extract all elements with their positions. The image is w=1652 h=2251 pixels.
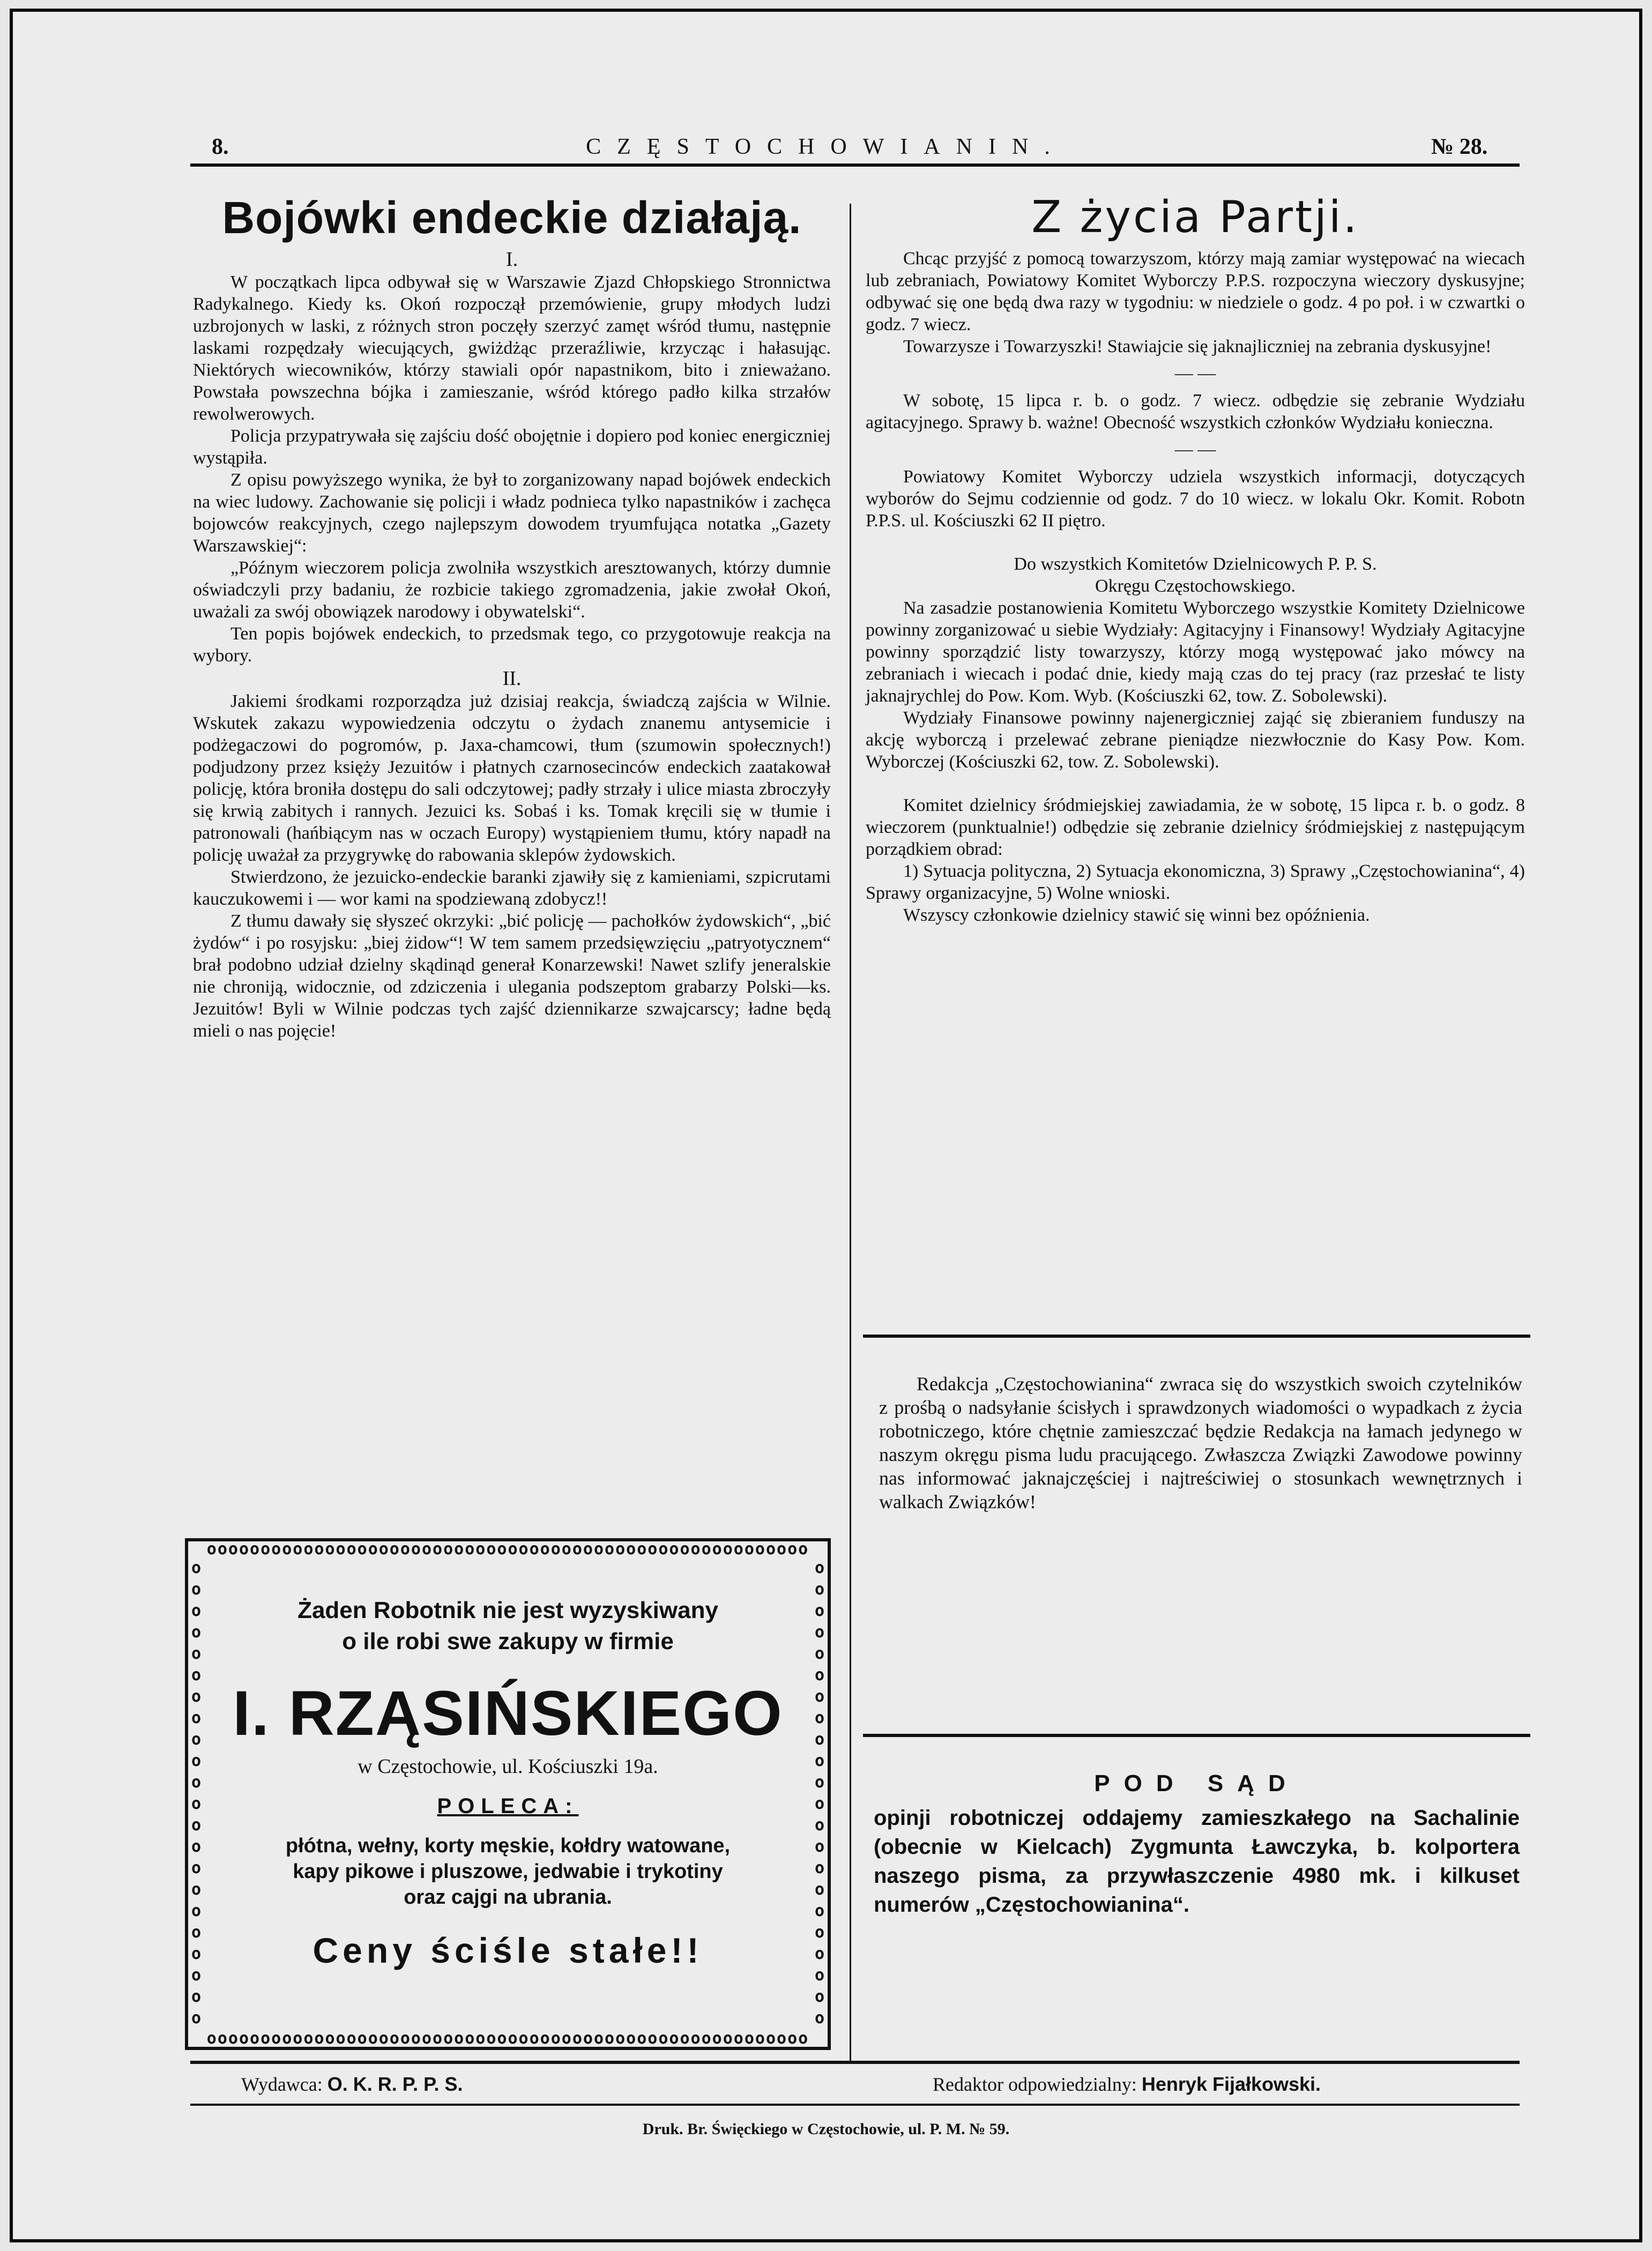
- footer-rule: [190, 2061, 1520, 2064]
- editorial-appeal: [879, 1372, 1522, 1514]
- notice-paragraph: Komitet dzielnicy śródmiejskiej zawiadamia, że w sobotę, 15 lipca r. b. o godz. 8 wieczorem (punktualnie!) odbędzie się zebranie dzielnicy śródmiejskiej z następującym porządkiem obrad:: [866, 795, 1525, 859]
- footer-rule-2: [190, 2104, 1520, 2106]
- notice-heading: Do wszystkich Komitetów Dzielnicowych P. P. S.: [1014, 554, 1377, 574]
- publisher-label: Wydawca:: [241, 2074, 323, 2095]
- notice-paragraph: Powiatowy Komitet Wyborczy udziela wszystkich informacji, dotyczących wyborów do Sejmu codziennie od godz. 7 do 10 wiecz. w lokalu Okr. Komit. Robotn P.P.S. ul. Kościuszki 62 II piętro.: [866, 467, 1525, 531]
- notice-heading: Okręgu Częstochowskiego.: [1095, 576, 1296, 596]
- ad-line-2: o ile robi swe zakupy w firmie: [342, 1628, 674, 1654]
- court-heading: POD SĄD: [1094, 1770, 1299, 1797]
- right-column: [866, 188, 1525, 926]
- separator: — —: [1174, 363, 1216, 383]
- party-section-title: Z życia Partji.: [1031, 192, 1359, 243]
- ad-poleca: POLECA:: [437, 1794, 579, 1818]
- section-marker-1: I.: [505, 248, 518, 271]
- appeal-rule: [863, 1335, 1530, 1338]
- issue-number: № 28.: [1431, 135, 1488, 159]
- ad-goods-1: płótna, wełny, korty męskie, kołdry watowane,: [285, 1835, 731, 1857]
- appeal-text: Redakcja „Częstochowianina“ zwraca się do wszystkich swoich czytelników z prośbą o nadsyłanie ścisłych i sprawdzonych wiadomości o wypadkach z życia robotniczego, które chętnie zamieszczać będzie Redakcja na łamach jedynego w naszym okręgu pisma ludu pracującego. Zwłaszcza Związki Zawodowe powinny nas informować jaknajczęściej i najtreściwiej o stosunkach wewnętrznych i walkach Związków!: [879, 1373, 1522, 1512]
- printer-line: Druk. Br. Święckiego w Częstochowie, ul. P. M. № 59.: [642, 2120, 1010, 2138]
- page-number: 8.: [212, 135, 229, 159]
- editor-line: [933, 2073, 1321, 2096]
- ad-goods-3: oraz cajgi na ubrania.: [404, 1886, 612, 1909]
- notice-paragraph: Towarzysze i Towarzyszki! Stawiajcie się jaknajliczniej na zebrania dyskusyjne!: [903, 337, 1492, 356]
- notice-agenda: 1) Sytuacja polityczna, 2) Sytuacja ekonomiczna, 3) Sprawy „Częstochowianina“, 4) Sprawy organizacyjne, 5) Wolne wnioski.: [866, 861, 1525, 903]
- ad-border-top: oooooooooooooooooooooooooooooooooooooooooooooooooooooooo: [206, 1541, 809, 1557]
- article-paragraph: Ten popis bojówek endeckich, to przedsmak tego, co przygotowuje reakcja na wybory.: [193, 624, 831, 666]
- article-paragraph: Z tłumu dawały się słyszeć okrzyki: „bić policję — pachołków żydowskich“, „bić żydów“ i po rosyjsku: „biej żidow“! W tem samem przedsięwzięciu „patryotycznem“ brał podobno udział dzielny skądinąd generał Konarzewski! Nawet szlify jeneralskie nie chroniją, widocznie, od zdziczenia i ulegania podszeptom grabarzy Polski—ks. Jezuitów! Byli w Wilnie podczas tych zajść dziennikarze szwajcarscy; ładne będą mieli o nas pojęcie!: [193, 911, 831, 1041]
- left-article: [193, 188, 831, 1042]
- publisher-line: [241, 2073, 463, 2096]
- header-rule: [190, 163, 1520, 167]
- ad-line-1: Żaden Robotnik nie jest wyzyskiwany: [297, 1597, 718, 1623]
- article-paragraph: „Późnym wieczorem policja zwolniła wszystkich aresztowanych, którzy dumnie oświadczyli przy badaniu, że rozbicie takiego zgromadzenia, jakie zwołał Okoń, uważali za swój obowiązek narodowy i obywatelski“.: [193, 558, 831, 622]
- separator: — —: [1174, 439, 1216, 459]
- ad-prices: Ceny ściśle stałe!!: [312, 1931, 703, 1970]
- notice-paragraph: Chcąc przyjść z pomocą towarzyszom, którzy mają zamiar występować na wiecach lub zebraniach, Powiatowy Komitet Wyborczy P.P.S. rozpoczyna wieczory dyskusyjne; odbywać się one będą dwa razy w tygodniu: w niedziele o godz. 4 po poł. i w czwartki o godz. 7 wiecz.: [866, 249, 1525, 334]
- court-notice: [863, 1734, 1530, 2034]
- editor-name: Henryk Fijałkowski.: [1141, 2073, 1321, 2095]
- article-paragraph: Z opisu powyższego wynika, że był to zorganizowany napad bojówek endeckich na wiec ludowy. Zachowanie się policji i władz podnieca tylko napastników i zachęca bojowców reakcyjnych, czego najlepszym dowodem tryumfująca notatka „Gazety Warszawskiej“:: [193, 470, 831, 556]
- article-paragraph: Stwierdzono, że jezuicko-endeckie baranki zjawiły się z kamieniami, szpicrutami kauczukowemi i — wor kami na spodziewaną zdobycz!!: [193, 867, 831, 909]
- ad-border-bottom: oooooooooooooooooooooooooooooooooooooooooooooooooooooooo: [206, 2031, 809, 2047]
- ad-border-right: o o o o o o o o o o o o o o o o o o o o o o: [814, 1559, 825, 2028]
- article-paragraph: Jakiemi środkami rozporządza już dzisiaj reakcja, świadczą zajścia w Wilnie. Wskutek zakazu wypowiedzenia odczytu o żydach znanemu antysemicie i podżegaczowi do pogromów, p. Jaxa-chamcowi, tłum (szumowin społecznych!) podjudzony przez księży Jezuitów i płatnych czarnosecinców endeckich zaatakował policję, która broniła dostępu do sali odczytowej; padły strzały i ulice miasta zbroczyły się krwią zabitych i rannych. Jezuici ks. Sobaś i ks. Tomak kręcili się w tłumie i patronowali (hańbiącym nas w oczach Europy) wystąpieniem tłumu, który napadł na policję uważał za przygrywkę do rabowania sklepów żydowskich.: [193, 691, 831, 865]
- ad-goods-2: kapy pikowe i pluszowe, jedwabie i trykotiny: [293, 1860, 723, 1883]
- ad-address: w Częstochowie, ul. Kościuszki 19a.: [358, 1755, 658, 1778]
- advertisement-box: [185, 1538, 831, 2050]
- article-title: Bojówki endeckie działają.: [222, 192, 802, 243]
- article-paragraph: Policja przypatrywała się zajściu dość obojętnie i dopiero pod koniec energiczniej wystąpiła.: [193, 426, 831, 468]
- article-paragraph: W początkach lipca odbywał się w Warszawie Zjazd Chłopskiego Stronnictwa Radykalnego. Kiedy ks. Okoń rozpoczął przemówienie, grupy młodych ludzi uzbrojonych w laski, z różnych stron poczęły szerzyć zamęt wśród tłumu, następnie laskami rozpędzały wiecujących, gwiżdżąc przeraźliwie, krzycząc i hałasując. Niektórych wiecowników, którzy stawiali opór napastnikom, bito i znieważano. Powstała powszechna bójka i zamieszanie, wśród którego padło kilka strzałów rewolwerowych.: [193, 272, 831, 424]
- column-divider: [850, 204, 851, 2063]
- publisher-name: O. K. R. P. P. S.: [327, 2073, 463, 2095]
- editor-label: Redaktor odpowiedzialny:: [933, 2074, 1137, 2095]
- ad-border-left: o o o o o o o o o o o o o o o o o o o o o o: [191, 1559, 202, 2028]
- section-marker-2: II.: [502, 667, 522, 690]
- notice-paragraph: Na zasadzie postanowienia Komitetu Wyborczego wszystkie Komitety Dzielnicowe powinny zorganizować u siebie Wydziały: Agitacyjny i Finansowy! Wydziały Agitacyjne powinny sporządzić listy towarzyszy, którzy mogą występować jako mówcy na zebraniach i wiecach i podać dnie, kiedy mają czas do tej pracy (raz przesłać te listy jaknajrychlej do Pow. Kom. Wyb. (Kościuszki 62, tow. Z. Sobolewski).: [866, 598, 1525, 706]
- notice-paragraph: Wszyscy członkowie dzielnicy stawić się winni bez opóźnienia.: [903, 905, 1370, 925]
- ad-firm-name: I. RZĄSIŃSKIEGO: [233, 1678, 783, 1749]
- court-text: opinji robotniczej oddajemy zamieszkałego na Sachalinie (obecnie w Kielcach) Zygmunta Ławczyka, b. kolportera naszego pisma, za przywłaszczenie 4980 mk. i kilkuset numerów „Częstochowianina“.: [874, 1806, 1520, 1917]
- notice-paragraph: Wydziały Finansowe powinny najenergiczniej zająć się zbieraniem funduszy na akcję wyborczą i przelewać zebrane pieniądze niezwłocznie do Kasy Pow. Kom. Wyborczej (Kościuszki 62, tow. Z. Sobolewski).: [866, 708, 1525, 772]
- notice-paragraph: W sobotę, 15 lipca r. b. o godz. 7 wiecz. odbędzie się zebranie Wydziału agitacyjnego. Sprawy b. ważne! Obecność wszystkich członków Wydziału konieczna.: [866, 391, 1525, 433]
- newspaper-title: CZĘSTOCHOWIANIN.: [586, 135, 1066, 159]
